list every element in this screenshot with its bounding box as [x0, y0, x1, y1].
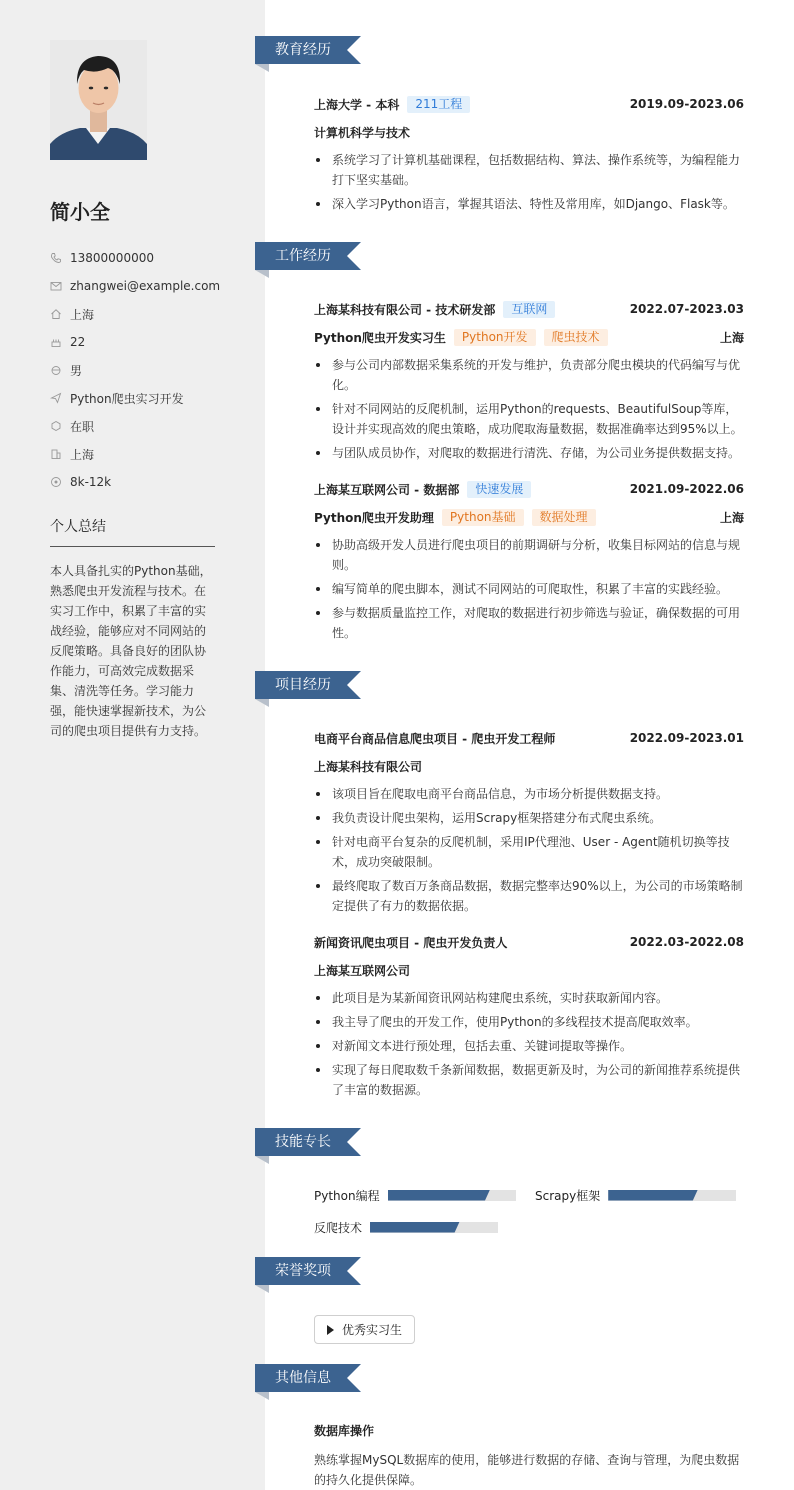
skill-name: Python编程	[314, 1188, 380, 1203]
summary-text: 本人具备扎实的Python基础，熟悉爬虫开发流程与技术。在实习工作中，积累了丰富的实战经验，能够应对不同网站的反爬策略。具备良好的团队协作能力，可高效完成数据采集、清洗等任务。学习能力强，能快速掌握新技术，为公司的爬虫项目提供有力支持。	[50, 564, 212, 738]
company-tag: 快速发展	[467, 481, 531, 498]
section-header-skills	[255, 1127, 361, 1157]
company-name: 上海某互联网公司 - 数据部	[314, 482, 460, 497]
info-text: 8k-12k	[70, 475, 112, 489]
project-entry-header	[314, 932, 744, 952]
list-item: 与团队成员协作，对爬取的数据进行清洗、存储，为公司业务提供数据支持。	[314, 443, 744, 463]
info-text: 在职	[70, 419, 95, 434]
role-tag: 数据处理	[532, 509, 596, 526]
section-header-education	[255, 35, 361, 65]
section-title: 教育经历	[275, 42, 331, 58]
skill-bar	[608, 1190, 736, 1201]
job-city: 上海	[719, 510, 744, 525]
project-org-row	[314, 960, 744, 980]
building-icon	[50, 448, 62, 460]
info-text: Python爬虫实习开发	[70, 391, 184, 406]
project-name: 新闻资讯爬虫项目 - 爬虫开发负责人	[314, 935, 508, 950]
info-item-age	[50, 328, 220, 356]
company-name: 上海某科技有限公司 - 技术研发部	[314, 302, 496, 317]
major-name: 计算机科学与技术	[314, 125, 411, 140]
list-item: 我主导了爬虫的开发工作，使用Python的多线程技术提高爬取效率。	[314, 1012, 744, 1032]
project-date: 2022.09-2023.01	[629, 731, 744, 745]
section-header-other	[255, 1363, 361, 1393]
section-header-awards	[255, 1256, 361, 1286]
project-org-row	[314, 756, 744, 776]
list-item: 我负责设计爬虫架构，运用Scrapy框架搭建分布式爬虫系统。	[314, 808, 744, 828]
list-item: 最终爬取了数百万条商品数据，数据完整率达90%以上，为公司的市场策略制定提供了有力的数据依据。	[314, 876, 744, 916]
sidebar	[0, 0, 265, 1490]
list-item: 协助高级开发人员进行爬虫项目的前期调研与分析，收集目标网站的信息与规则。	[314, 535, 744, 575]
info-item-phone[interactable]	[50, 244, 220, 272]
project-org: 上海某科技有限公司	[314, 759, 423, 774]
list-item: 实现了每日爬取数千条新闻数据，数据更新及时，为公司的新闻推荐系统提供了丰富的数据源。	[314, 1060, 744, 1100]
info-text: zhangwei@example.com	[70, 279, 221, 293]
skill-bar	[370, 1222, 498, 1233]
skill-name: Scrapy框架	[535, 1188, 601, 1203]
school-tag: 211工程	[407, 96, 470, 113]
play-icon	[327, 1325, 334, 1335]
list-item: 该项目旨在爬取电商平台商品信息，为市场分析提供数据支持。	[314, 784, 744, 804]
home-icon	[50, 308, 62, 320]
other-subtitle: 数据库操作	[314, 1424, 375, 1438]
skill-bar-fill	[608, 1190, 698, 1201]
info-item-status	[50, 412, 220, 440]
education-bullets	[314, 150, 744, 218]
list-item: 此项目是为某新闻资讯网站构建爬虫系统，实时获取新闻内容。	[314, 988, 744, 1008]
skill-item	[314, 1217, 498, 1237]
info-text: 男	[70, 363, 83, 378]
role-tag: Python开发	[454, 329, 536, 346]
section-title: 项目经历	[275, 677, 331, 693]
job-role-row	[314, 327, 744, 347]
list-item: 对新闻文本进行预处理，包括去重、关键词提取等操作。	[314, 1036, 744, 1056]
job-bullets	[314, 535, 744, 647]
job-role: Python爬虫开发实习生	[314, 330, 446, 345]
info-item-email[interactable]	[50, 272, 220, 300]
contact-info-list	[50, 244, 220, 496]
profile-name: 简小全	[50, 200, 110, 224]
mail-icon	[50, 280, 62, 292]
status-icon	[50, 420, 62, 432]
job-entry-header	[314, 299, 744, 319]
project-bullets	[314, 784, 744, 920]
other-text: 熟练掌握MySQL数据库的使用，能够进行数据的存储、查询与管理，为爬虫数据的持久化提供保障。	[314, 1453, 740, 1487]
skill-name: 反爬技术	[314, 1220, 363, 1235]
gender-icon	[50, 364, 62, 376]
list-item: 系统学习了计算机基础课程，包括数据结构、算法、操作系统等，为编程能力打下坚实基础。	[314, 150, 744, 190]
info-text: 上海	[70, 307, 95, 322]
skill-bar	[388, 1190, 516, 1201]
school-name: 上海大学 - 本科	[314, 97, 400, 112]
project-entry-header	[314, 728, 744, 748]
project-org: 上海某互联网公司	[314, 963, 411, 978]
list-item: 参与数据质量监控工作，对爬取的数据进行初步筛选与验证，确保数据的可用性。	[314, 603, 744, 643]
skill-bar-fill	[370, 1222, 460, 1233]
project-name: 电商平台商品信息爬虫项目 - 爬虫开发工程师	[314, 731, 556, 746]
info-text: 13800000000	[70, 251, 154, 265]
info-text: 上海	[70, 447, 95, 462]
award-label: 优秀实习生	[342, 1323, 403, 1337]
list-item: 编写简单的爬虫脚本，测试不同网站的可爬取性，积累了丰富的实践经验。	[314, 579, 744, 599]
job-date: 2022.07-2023.03	[629, 302, 744, 316]
job-entry-header	[314, 479, 744, 499]
section-header-work	[255, 241, 361, 271]
education-entry-header	[314, 94, 744, 114]
phone-icon	[50, 252, 62, 264]
role-tag: 爬虫技术	[544, 329, 608, 346]
list-item: 针对电商平台复杂的反爬机制，采用IP代理池、User - Agent随机切换等技术，成功突破限制。	[314, 832, 744, 872]
skill-item	[535, 1185, 736, 1205]
info-item-gender	[50, 356, 220, 384]
job-role-row	[314, 507, 744, 527]
skill-bar-fill	[388, 1190, 490, 1201]
education-major-row	[314, 122, 744, 142]
role-tag: Python基础	[442, 509, 524, 526]
info-item-target-position	[50, 384, 220, 412]
job-city: 上海	[719, 330, 744, 345]
education-date: 2019.09-2023.06	[629, 97, 744, 111]
job-role: Python爬虫开发助理	[314, 510, 434, 525]
project-date: 2022.03-2022.08	[629, 935, 744, 949]
company-tag: 互联网	[503, 301, 555, 318]
job-bullets	[314, 355, 744, 467]
section-header-projects	[255, 670, 361, 700]
job-date: 2021.09-2022.06	[629, 482, 744, 496]
send-icon	[50, 392, 62, 404]
section-title: 工作经历	[275, 248, 331, 264]
list-item: 参与公司内部数据采集系统的开发与维护，负责部分爬虫模块的代码编写与优化。	[314, 355, 744, 395]
age-icon	[50, 336, 62, 348]
skill-item	[314, 1185, 516, 1205]
list-item: 针对不同网站的反爬机制，运用Python的requests、BeautifulSoup等库，设计并实现高效的爬虫策略，成功爬取海量数据，数据准确率达到95%以上。	[314, 399, 744, 439]
section-title: 技能专长	[275, 1134, 331, 1150]
project-bullets	[314, 988, 744, 1104]
info-item-work-city	[50, 440, 220, 468]
summary-title: 个人总结	[50, 516, 215, 547]
section-title: 荣誉奖项	[275, 1263, 331, 1279]
info-item-salary	[50, 468, 220, 496]
salary-icon	[50, 476, 62, 488]
info-text: 22	[70, 335, 86, 349]
award-item[interactable]	[314, 1315, 415, 1344]
info-item-location	[50, 300, 220, 328]
list-item: 深入学习Python语言，掌握其语法、特性及常用库，如Django、Flask等。	[314, 194, 744, 214]
section-title: 其他信息	[275, 1370, 331, 1386]
profile-photo	[50, 40, 147, 160]
